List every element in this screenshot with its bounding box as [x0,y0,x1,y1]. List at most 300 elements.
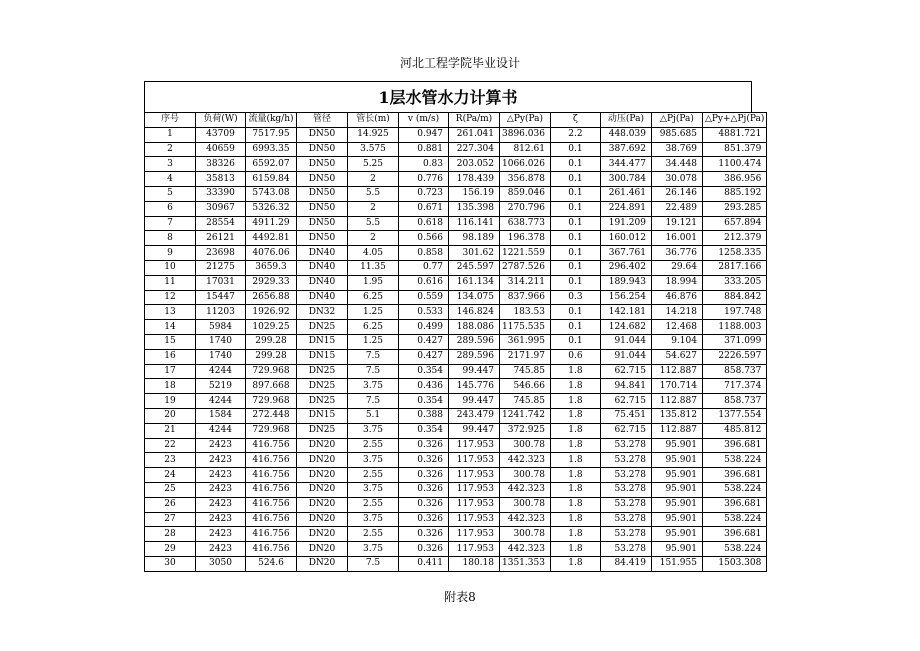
cell-flow: 416.756 [246,497,297,512]
cell-dyn-pressure: 124.682 [600,320,651,335]
cell-zeta: 0.1 [550,246,600,261]
cell-dpy: 314.211 [500,275,551,290]
cell-load: 17031 [196,275,246,290]
cell-zeta: 0.6 [550,349,600,364]
cell-seq: 20 [145,408,196,423]
cell-diameter: DN25 [297,379,348,394]
cell-load: 1740 [196,349,246,364]
cell-zeta: 0.1 [550,201,600,216]
cell-length: 5.25 [348,157,399,172]
cell-dpy: 2171.97 [500,349,551,364]
cell-seq: 12 [145,290,196,305]
cell-dpy: 183.53 [500,305,551,320]
cell-diameter: DN15 [297,408,348,423]
cell-dpj: 16.001 [651,231,702,246]
cell-diameter: DN50 [297,201,348,216]
cell-r: 116.141 [449,216,500,231]
cell-diameter: DN50 [297,157,348,172]
cell-dyn-pressure: 91.044 [600,334,651,349]
cell-dpy: 270.796 [500,201,551,216]
cell-seq: 17 [145,364,196,379]
cell-zeta: 0.3 [550,290,600,305]
cell-dpj: 14.218 [651,305,702,320]
cell-dp-total: 885.192 [702,186,766,201]
cell-velocity: 0.427 [399,334,449,349]
cell-load: 43709 [196,127,246,142]
cell-velocity: 0.354 [399,394,449,409]
cell-zeta: 1.8 [550,364,600,379]
cell-dpy: 837.966 [500,290,551,305]
cell-dpj: 29.64 [651,260,702,275]
table-row [145,438,767,453]
cell-dyn-pressure: 224.891 [600,201,651,216]
cell-length: 14.925 [348,127,399,142]
column-header-load: 负荷(W) [196,113,246,128]
cell-length: 2.55 [348,468,399,483]
cell-dyn-pressure: 62.715 [600,423,651,438]
cell-dp-total: 538.224 [702,512,766,527]
cell-length: 7.5 [348,556,399,571]
table-row [145,305,767,320]
cell-diameter: DN20 [297,497,348,512]
page-footer: 附表8 [444,590,476,604]
cell-dpj: 18.994 [651,275,702,290]
cell-seq: 13 [145,305,196,320]
cell-length: 3.75 [348,542,399,557]
cell-length: 3.75 [348,453,399,468]
cell-flow: 272.448 [246,408,297,423]
cell-dpj: 9.104 [651,334,702,349]
cell-flow: 416.756 [246,542,297,557]
cell-flow: 1926.92 [246,305,297,320]
cell-length: 7.5 [348,394,399,409]
cell-r: 145.776 [449,379,500,394]
cell-diameter: DN20 [297,482,348,497]
cell-zeta: 1.8 [550,438,600,453]
cell-velocity: 0.436 [399,379,449,394]
cell-length: 1.25 [348,334,399,349]
cell-seq: 25 [145,482,196,497]
cell-velocity: 0.776 [399,172,449,187]
cell-velocity: 0.566 [399,231,449,246]
cell-dpj: 34.448 [651,157,702,172]
cell-dyn-pressure: 53.278 [600,542,651,557]
cell-seq: 23 [145,453,196,468]
cell-dpy: 1221.559 [500,246,551,261]
cell-dpy: 745.85 [500,364,551,379]
cell-load: 2423 [196,438,246,453]
cell-dp-total: 884.842 [702,290,766,305]
cell-dyn-pressure: 84.419 [600,556,651,571]
cell-load: 26121 [196,231,246,246]
cell-zeta: 0.1 [550,157,600,172]
cell-zeta: 1.8 [550,482,600,497]
cell-velocity: 0.326 [399,438,449,453]
cell-r: 188.086 [449,320,500,335]
cell-dpj: 151.955 [651,556,702,571]
cell-diameter: DN50 [297,172,348,187]
cell-dyn-pressure: 448.039 [600,127,651,142]
cell-seq: 6 [145,201,196,216]
cell-dp-total: 717.374 [702,379,766,394]
cell-length: 2 [348,201,399,216]
cell-seq: 10 [145,260,196,275]
cell-dyn-pressure: 261.461 [600,186,651,201]
cell-load: 23698 [196,246,246,261]
cell-velocity: 0.326 [399,482,449,497]
cell-length: 3.75 [348,482,399,497]
table-row [145,246,767,261]
cell-r: 117.953 [449,438,500,453]
table-row [145,260,767,275]
cell-dpy: 859.046 [500,186,551,201]
cell-dpy: 1241.742 [500,408,551,423]
cell-dyn-pressure: 191.209 [600,216,651,231]
cell-dyn-pressure: 62.715 [600,394,651,409]
column-header-dpj: △Pj(Pa) [651,113,702,128]
cell-dyn-pressure: 296.402 [600,260,651,275]
cell-load: 11203 [196,305,246,320]
cell-dpy: 2787.526 [500,260,551,275]
cell-load: 30967 [196,201,246,216]
cell-flow: 5743.08 [246,186,297,201]
cell-load: 3050 [196,556,246,571]
cell-flow: 2656.88 [246,290,297,305]
cell-dpy: 372.925 [500,423,551,438]
cell-diameter: DN32 [297,305,348,320]
cell-velocity: 0.618 [399,216,449,231]
cell-length: 1.25 [348,305,399,320]
cell-length: 7.5 [348,349,399,364]
cell-dp-total: 4881.721 [702,127,766,142]
cell-dp-total: 858.737 [702,364,766,379]
cell-length: 6.25 [348,290,399,305]
cell-zeta: 1.8 [550,408,600,423]
cell-dp-total: 851.379 [702,142,766,157]
cell-diameter: DN50 [297,127,348,142]
cell-dp-total: 396.681 [702,438,766,453]
cell-flow: 7517.95 [246,127,297,142]
cell-dp-total: 396.681 [702,468,766,483]
cell-r: 289.596 [449,349,500,364]
cell-load: 40659 [196,142,246,157]
cell-zeta: 1.8 [550,527,600,542]
cell-dpj: 95.901 [651,542,702,557]
cell-seq: 21 [145,423,196,438]
cell-load: 35813 [196,172,246,187]
cell-dp-total: 657.894 [702,216,766,231]
cell-load: 1584 [196,408,246,423]
cell-dyn-pressure: 53.278 [600,468,651,483]
cell-length: 3.75 [348,512,399,527]
cell-dp-total: 212.379 [702,231,766,246]
cell-load: 1740 [196,334,246,349]
table-row [145,349,767,364]
cell-r: 117.953 [449,468,500,483]
cell-dp-total: 197.748 [702,305,766,320]
cell-seq: 27 [145,512,196,527]
cell-velocity: 0.326 [399,542,449,557]
cell-dp-total: 2226.597 [702,349,766,364]
cell-dpy: 442.323 [500,512,551,527]
cell-length: 11.35 [348,260,399,275]
cell-zeta: 0.1 [550,142,600,157]
cell-seq: 24 [145,468,196,483]
cell-zeta: 0.1 [550,305,600,320]
cell-zeta: 0.1 [550,320,600,335]
cell-diameter: DN40 [297,290,348,305]
cell-dpj: 30.078 [651,172,702,187]
cell-seq: 2 [145,142,196,157]
table-row [145,334,767,349]
cell-dpj: 95.901 [651,438,702,453]
cell-load: 38326 [196,157,246,172]
table-row [145,408,767,423]
cell-velocity: 0.858 [399,246,449,261]
table-row [145,320,767,335]
cell-dp-total: 1188.003 [702,320,766,335]
table-row [145,542,767,557]
cell-diameter: DN20 [297,512,348,527]
column-header-length: 管长(m) [348,113,399,128]
cell-r: 135.398 [449,201,500,216]
cell-r: 99.447 [449,364,500,379]
cell-seq: 8 [145,231,196,246]
cell-flow: 729.968 [246,423,297,438]
cell-dyn-pressure: 344.477 [600,157,651,172]
cell-length: 3.75 [348,423,399,438]
cell-zeta: 1.8 [550,542,600,557]
cell-r: 178.439 [449,172,500,187]
cell-dpy: 442.323 [500,453,551,468]
cell-seq: 30 [145,556,196,571]
cell-dpj: 22.489 [651,201,702,216]
column-header-dpy: △Py(Pa) [500,113,551,128]
table-row [145,527,767,542]
table-row [145,423,767,438]
cell-r: 180.18 [449,556,500,571]
cell-velocity: 0.723 [399,186,449,201]
cell-diameter: DN20 [297,453,348,468]
cell-dyn-pressure: 300.784 [600,172,651,187]
cell-diameter: DN20 [297,527,348,542]
cell-dpj: 36.776 [651,246,702,261]
cell-load: 5984 [196,320,246,335]
cell-load: 2423 [196,527,246,542]
cell-load: 4244 [196,423,246,438]
column-header-zeta: ζ [550,113,600,128]
cell-length: 3.75 [348,379,399,394]
cell-diameter: DN25 [297,423,348,438]
cell-load: 2423 [196,482,246,497]
cell-seq: 14 [145,320,196,335]
cell-dpy: 638.773 [500,216,551,231]
cell-dp-total: 333.205 [702,275,766,290]
table-row [145,512,767,527]
cell-seq: 11 [145,275,196,290]
cell-dyn-pressure: 387.692 [600,142,651,157]
cell-dpy: 546.66 [500,379,551,394]
cell-seq: 16 [145,349,196,364]
table-row [145,453,767,468]
cell-dp-total: 485.812 [702,423,766,438]
cell-flow: 6993.35 [246,142,297,157]
cell-flow: 729.968 [246,364,297,379]
cell-flow: 416.756 [246,468,297,483]
cell-dp-total: 396.681 [702,527,766,542]
cell-r: 99.447 [449,423,500,438]
cell-diameter: DN50 [297,186,348,201]
cell-dpj: 95.901 [651,482,702,497]
cell-dpj: 170.714 [651,379,702,394]
cell-dpy: 361.995 [500,334,551,349]
cell-dpy: 812.61 [500,142,551,157]
cell-dyn-pressure: 91.044 [600,349,651,364]
cell-load: 33390 [196,186,246,201]
cell-zeta: 1.8 [550,468,600,483]
cell-dpy: 300.78 [500,497,551,512]
cell-zeta: 1.8 [550,423,600,438]
table-row [145,157,767,172]
cell-dpy: 300.78 [500,438,551,453]
cell-r: 261.041 [449,127,500,142]
table-row [145,379,767,394]
cell-zeta: 0.1 [550,216,600,231]
cell-seq: 29 [145,542,196,557]
cell-dpy: 3896.036 [500,127,551,142]
cell-velocity: 0.326 [399,512,449,527]
cell-length: 4.05 [348,246,399,261]
cell-zeta: 2.2 [550,127,600,142]
cell-length: 5.5 [348,186,399,201]
cell-zeta: 0.1 [550,186,600,201]
cell-flow: 897.668 [246,379,297,394]
cell-velocity: 0.427 [399,349,449,364]
cell-dpy: 196.378 [500,231,551,246]
cell-velocity: 0.411 [399,556,449,571]
cell-seq: 26 [145,497,196,512]
cell-flow: 6159.84 [246,172,297,187]
cell-diameter: DN50 [297,216,348,231]
cell-diameter: DN25 [297,364,348,379]
cell-dpj: 95.901 [651,468,702,483]
cell-dyn-pressure: 142.181 [600,305,651,320]
cell-length: 2.55 [348,438,399,453]
cell-load: 2423 [196,497,246,512]
cell-dyn-pressure: 94.841 [600,379,651,394]
cell-velocity: 0.83 [399,157,449,172]
table-title: 1层水管水力计算书 [144,81,752,113]
table-row [145,172,767,187]
cell-zeta: 1.8 [550,453,600,468]
cell-r: 156.19 [449,186,500,201]
cell-load: 5219 [196,379,246,394]
cell-flow: 416.756 [246,512,297,527]
cell-load: 2423 [196,453,246,468]
cell-dpj: 112.887 [651,423,702,438]
cell-dpj: 19.121 [651,216,702,231]
cell-r: 134.075 [449,290,500,305]
cell-dpj: 12.468 [651,320,702,335]
cell-diameter: DN40 [297,275,348,290]
cell-zeta: 0.1 [550,334,600,349]
cell-flow: 5326.32 [246,201,297,216]
cell-length: 2 [348,172,399,187]
cell-dp-total: 293.285 [702,201,766,216]
cell-dpj: 38.769 [651,142,702,157]
cell-diameter: DN25 [297,394,348,409]
cell-r: 227.304 [449,142,500,157]
cell-dp-total: 386.956 [702,172,766,187]
cell-zeta: 1.8 [550,379,600,394]
cell-dyn-pressure: 53.278 [600,512,651,527]
cell-flow: 416.756 [246,438,297,453]
cell-diameter: DN40 [297,260,348,275]
table-row [145,186,767,201]
cell-diameter: DN50 [297,231,348,246]
cell-dpy: 300.78 [500,468,551,483]
cell-r: 117.953 [449,482,500,497]
cell-dp-total: 2817.166 [702,260,766,275]
cell-diameter: DN20 [297,438,348,453]
page-header: 河北工程学院毕业设计 [399,56,520,70]
cell-load: 2423 [196,542,246,557]
cell-zeta: 1.8 [550,512,600,527]
column-header-diameter: 管径 [297,113,348,128]
cell-velocity: 0.616 [399,275,449,290]
cell-flow: 524.6 [246,556,297,571]
cell-diameter: DN40 [297,246,348,261]
cell-dyn-pressure: 75.451 [600,408,651,423]
table-row [145,216,767,231]
cell-velocity: 0.326 [399,468,449,483]
cell-dpj: 95.901 [651,512,702,527]
cell-flow: 4911.29 [246,216,297,231]
cell-velocity: 0.388 [399,408,449,423]
cell-dyn-pressure: 53.278 [600,482,651,497]
cell-zeta: 0.1 [550,172,600,187]
cell-load: 4244 [196,394,246,409]
cell-length: 2.55 [348,527,399,542]
cell-seq: 15 [145,334,196,349]
cell-dyn-pressure: 189.943 [600,275,651,290]
cell-seq: 28 [145,527,196,542]
cell-zeta: 1.8 [550,394,600,409]
table-row [145,231,767,246]
cell-length: 3.575 [348,142,399,157]
cell-dpj: 54.627 [651,349,702,364]
cell-load: 4244 [196,364,246,379]
hydraulic-calc-table [144,112,767,572]
cell-velocity: 0.881 [399,142,449,157]
cell-dpj: 112.887 [651,364,702,379]
cell-load: 15447 [196,290,246,305]
cell-dpj: 135.812 [651,408,702,423]
cell-dpy: 442.323 [500,542,551,557]
cell-r: 98.189 [449,231,500,246]
cell-velocity: 0.354 [399,364,449,379]
cell-dyn-pressure: 53.278 [600,497,651,512]
column-header-dyn-pressure: 动压(Pa) [600,113,651,128]
cell-dp-total: 858.737 [702,394,766,409]
cell-seq: 7 [145,216,196,231]
cell-seq: 18 [145,379,196,394]
cell-dyn-pressure: 367.761 [600,246,651,261]
cell-velocity: 0.354 [399,423,449,438]
cell-zeta: 0.1 [550,275,600,290]
table-row [145,275,767,290]
cell-dyn-pressure: 53.278 [600,453,651,468]
